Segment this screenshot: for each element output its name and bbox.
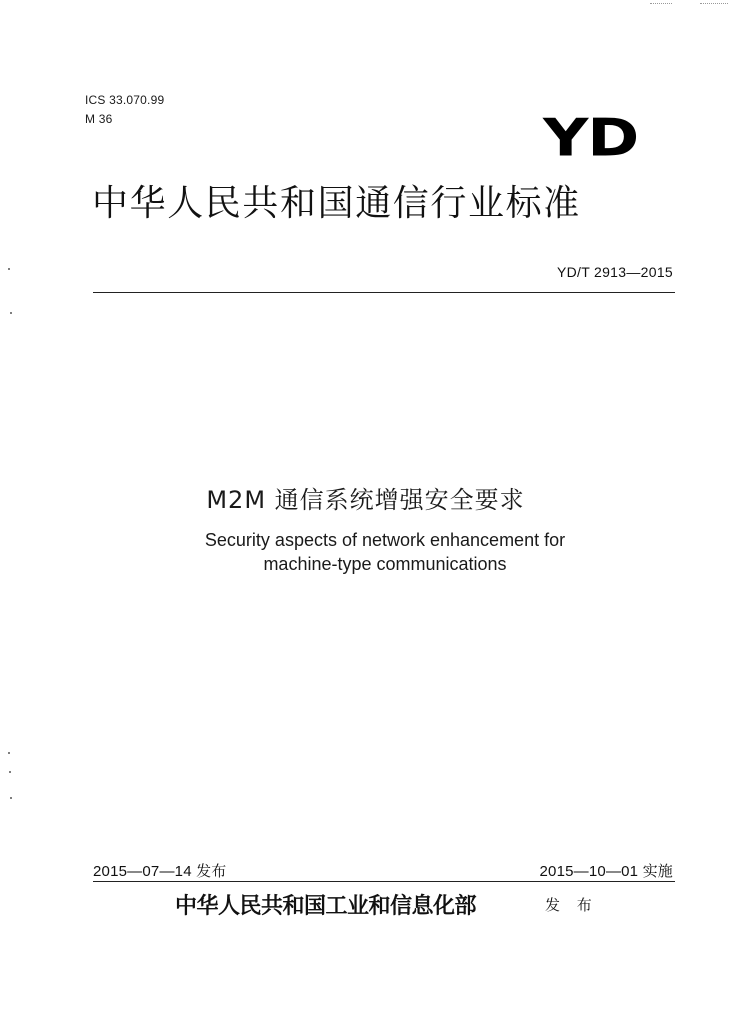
top-divider [93,292,675,293]
scan-speck [8,752,10,754]
english-title-line-2: machine-type communications [263,554,507,574]
english-title [0,528,731,576]
issue-date: 2015—07—14 发布 [93,863,227,880]
yd-logo: YD [543,108,639,169]
scan-speck [10,312,12,314]
ics-code: ICS 33.070.99 [85,93,165,107]
issue-label: 发 布 [545,896,598,914]
scan-speck [9,771,11,773]
bottom-divider [93,881,675,882]
standard-number: YD/T 2913—2015 [556,264,673,280]
chinese-title: M2M 通信系统增强安全要求 [206,486,525,514]
implementation-date: 2015—10—01 实施 [539,863,673,880]
scan-mark [650,3,672,4]
scan-speck [8,268,10,270]
standard-type-heading: 中华人民共和国通信行业标准 [92,183,581,224]
english-title-line-1: Security aspects of network enhancement for [204,530,566,550]
issuing-authority: 中华人民共和国工业和信息化部 [175,893,477,919]
scan-speck [10,797,12,799]
scan-mark [700,3,728,4]
ccs-code: M 36 [85,112,113,126]
